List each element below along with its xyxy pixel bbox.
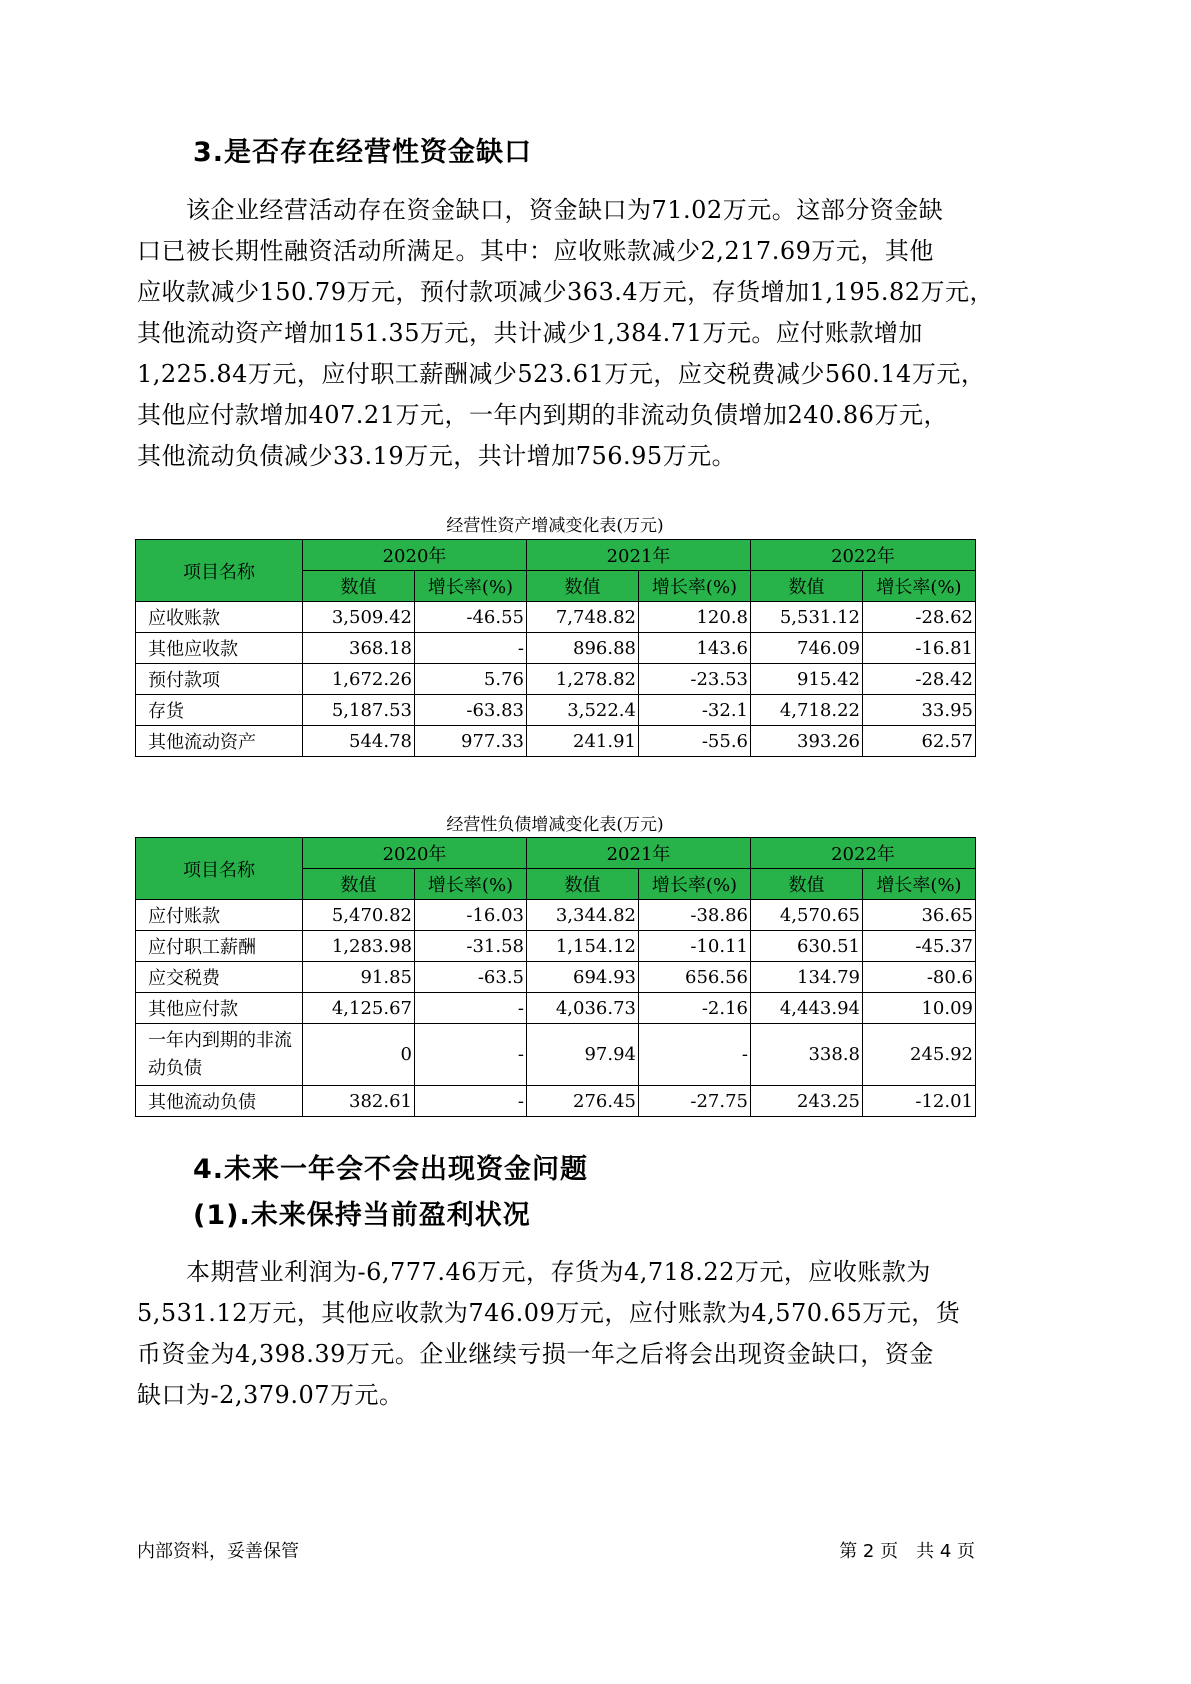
value-cell: 97.94 — [527, 1024, 639, 1086]
value-cell: 134.79 — [751, 962, 863, 993]
row-label: 其他应付款 — [136, 993, 303, 1024]
growth-rate-cell: -63.83 — [415, 695, 527, 726]
value-cell: 241.91 — [527, 726, 639, 757]
value-cell: 243.25 — [751, 1086, 863, 1117]
value-cell: 896.88 — [527, 633, 639, 664]
value-cell: 1,283.98 — [303, 931, 415, 962]
growth-rate-cell: - — [415, 1024, 527, 1086]
value-cell: 368.18 — [303, 633, 415, 664]
growth-rate-cell: 977.33 — [415, 726, 527, 757]
growth-rate-cell: -16.03 — [415, 900, 527, 931]
section-4-paragraph — [137, 1252, 977, 1416]
asset-change-table — [135, 539, 976, 757]
value-cell: 5,470.82 — [303, 900, 415, 931]
column-header-value: 数值 — [303, 869, 415, 900]
row-label: 应交税费 — [136, 962, 303, 993]
paragraph-line: 该企业经营活动存在资金缺口，资金缺口为71.02万元。这部分资金缺 — [137, 196, 944, 224]
table-row — [136, 633, 976, 664]
value-cell: 3,509.42 — [303, 602, 415, 633]
value-cell: 1,154.12 — [527, 931, 639, 962]
growth-rate-cell: - — [415, 633, 527, 664]
value-cell: 5,531.12 — [751, 602, 863, 633]
growth-rate-cell: -2.16 — [639, 993, 751, 1024]
growth-rate-cell: -63.5 — [415, 962, 527, 993]
growth-rate-cell: 10.09 — [863, 993, 976, 1024]
row-label: 应付账款 — [136, 900, 303, 931]
paragraph-line: 其他流动资产增加151.35万元，共计减少1,384.71万元。应付账款增加 — [137, 319, 923, 347]
row-label: 其他流动资产 — [136, 726, 303, 757]
value-cell: 630.51 — [751, 931, 863, 962]
row-label: 一年内到期的非流动负债 — [136, 1024, 303, 1086]
column-header-year: 2020年 — [303, 838, 527, 869]
table-header-row — [136, 540, 976, 571]
paragraph-line: 应收款减少150.79万元，预付款项减少363.4万元，存货增加1,195.82万元， — [137, 278, 995, 306]
value-cell: 915.42 — [751, 664, 863, 695]
value-cell: 4,718.22 — [751, 695, 863, 726]
section-3-paragraph — [137, 190, 995, 477]
growth-rate-cell: 656.56 — [639, 962, 751, 993]
value-cell: 5,187.53 — [303, 695, 415, 726]
growth-rate-cell: -55.6 — [639, 726, 751, 757]
paragraph-line: 本期营业利润为-6,777.46万元，存货为4,718.22万元，应收账款为 — [137, 1258, 931, 1286]
column-header-growth-rate: 增长率(%) — [415, 869, 527, 900]
table-header-row — [136, 838, 976, 869]
section-4-subheading: (1).未来保持当前盈利状况 — [193, 1200, 531, 1231]
section-3-heading: 3.是否存在经营性资金缺口 — [193, 137, 533, 168]
paragraph-line: 口已被长期性融资活动所满足。其中：应收账款减少2,217.69万元，其他 — [137, 237, 934, 265]
growth-rate-cell: 36.65 — [863, 900, 976, 931]
row-label: 预付款项 — [136, 664, 303, 695]
value-cell: 382.61 — [303, 1086, 415, 1117]
table-row — [136, 602, 976, 633]
column-header-value: 数值 — [303, 571, 415, 602]
value-cell: 4,036.73 — [527, 993, 639, 1024]
column-header-growth-rate: 增长率(%) — [639, 571, 751, 602]
paragraph-line: 1,225.84万元，应付职工薪酬减少523.61万元，应交税费减少560.14万元， — [137, 360, 986, 388]
growth-rate-cell: -31.58 — [415, 931, 527, 962]
column-header-value: 数值 — [751, 869, 863, 900]
growth-rate-cell: -80.6 — [863, 962, 976, 993]
growth-rate-cell: - — [415, 993, 527, 1024]
value-cell: 1,672.26 — [303, 664, 415, 695]
growth-rate-cell: 120.8 — [639, 602, 751, 633]
paragraph-line: 其他流动负债减少33.19万元，共计增加756.95万元。 — [137, 442, 737, 470]
growth-rate-cell: 5.76 — [415, 664, 527, 695]
value-cell: 4,125.67 — [303, 993, 415, 1024]
growth-rate-cell: 62.57 — [863, 726, 976, 757]
paragraph-line: 缺口为-2,379.07万元。 — [137, 1381, 404, 1409]
growth-rate-cell: -12.01 — [863, 1086, 976, 1117]
column-header-item-name: 项目名称 — [136, 540, 303, 602]
column-header-year: 2022年 — [751, 540, 976, 571]
row-label: 存货 — [136, 695, 303, 726]
value-cell: 276.45 — [527, 1086, 639, 1117]
table-row — [136, 993, 976, 1024]
value-cell: 0 — [303, 1024, 415, 1086]
table-row — [136, 664, 976, 695]
growth-rate-cell: -28.42 — [863, 664, 976, 695]
column-header-year: 2021年 — [527, 838, 751, 869]
value-cell: 544.78 — [303, 726, 415, 757]
growth-rate-cell: 245.92 — [863, 1024, 976, 1086]
value-cell: 393.26 — [751, 726, 863, 757]
value-cell: 746.09 — [751, 633, 863, 664]
liability-table-caption: 经营性负债增减变化表(万元) — [446, 815, 664, 835]
column-header-year: 2021年 — [527, 540, 751, 571]
value-cell: 1,278.82 — [527, 664, 639, 695]
paragraph-line: 5,531.12万元，其他应收款为746.09万元，应付账款为4,570.65万元，货 — [137, 1299, 961, 1327]
row-label: 其他流动负债 — [136, 1086, 303, 1117]
column-header-value: 数值 — [527, 869, 639, 900]
growth-rate-cell: 143.6 — [639, 633, 751, 664]
growth-rate-cell: -38.86 — [639, 900, 751, 931]
liability-table-block — [135, 810, 975, 835]
value-cell: 4,443.94 — [751, 993, 863, 1024]
growth-rate-cell: -46.55 — [415, 602, 527, 633]
paragraph-line: 币资金为4,398.39万元。企业继续亏损一年之后将会出现资金缺口，资金 — [137, 1340, 934, 1368]
growth-rate-cell: -10.11 — [639, 931, 751, 962]
growth-rate-cell: -32.1 — [639, 695, 751, 726]
column-header-year: 2022年 — [751, 838, 976, 869]
table-row — [136, 1086, 976, 1117]
growth-rate-cell: -23.53 — [639, 664, 751, 695]
column-header-growth-rate: 增长率(%) — [639, 869, 751, 900]
column-header-value: 数值 — [751, 571, 863, 602]
row-label: 其他应收款 — [136, 633, 303, 664]
column-header-growth-rate: 增长率(%) — [415, 571, 527, 602]
value-cell: 4,570.65 — [751, 900, 863, 931]
footer-confidential-note: 内部资料，妥善保管 — [137, 1541, 299, 1562]
table-row — [136, 900, 976, 931]
value-cell: 3,522.4 — [527, 695, 639, 726]
section-4-heading: 4.未来一年会不会出现资金问题 — [193, 1154, 589, 1185]
growth-rate-cell: -16.81 — [863, 633, 976, 664]
column-header-growth-rate: 增长率(%) — [863, 869, 976, 900]
value-cell: 338.8 — [751, 1024, 863, 1086]
column-header-year: 2020年 — [303, 540, 527, 571]
column-header-item-name: 项目名称 — [136, 838, 303, 900]
column-header-value: 数值 — [527, 571, 639, 602]
footer-page-number: 第 2 页 共 4 页 — [839, 1541, 975, 1562]
row-label: 应收账款 — [136, 602, 303, 633]
paragraph-line: 其他应付款增加407.21万元，一年内到期的非流动负债增加240.86万元， — [137, 401, 948, 429]
column-header-growth-rate: 增长率(%) — [863, 571, 976, 602]
growth-rate-cell: -28.62 — [863, 602, 976, 633]
value-cell: 694.93 — [527, 962, 639, 993]
liability-change-table — [135, 837, 976, 1117]
asset-table-caption: 经营性资产增减变化表(万元) — [446, 516, 664, 536]
table-row — [136, 962, 976, 993]
growth-rate-cell: 33.95 — [863, 695, 976, 726]
table-row — [136, 1024, 976, 1086]
value-cell: 91.85 — [303, 962, 415, 993]
value-cell: 7,748.82 — [527, 602, 639, 633]
asset-table-block — [135, 511, 975, 536]
growth-rate-cell: -27.75 — [639, 1086, 751, 1117]
growth-rate-cell: - — [639, 1024, 751, 1086]
table-row — [136, 695, 976, 726]
value-cell: 3,344.82 — [527, 900, 639, 931]
growth-rate-cell: - — [415, 1086, 527, 1117]
row-label: 应付职工薪酬 — [136, 931, 303, 962]
table-row — [136, 931, 976, 962]
growth-rate-cell: -45.37 — [863, 931, 976, 962]
table-row — [136, 726, 976, 757]
